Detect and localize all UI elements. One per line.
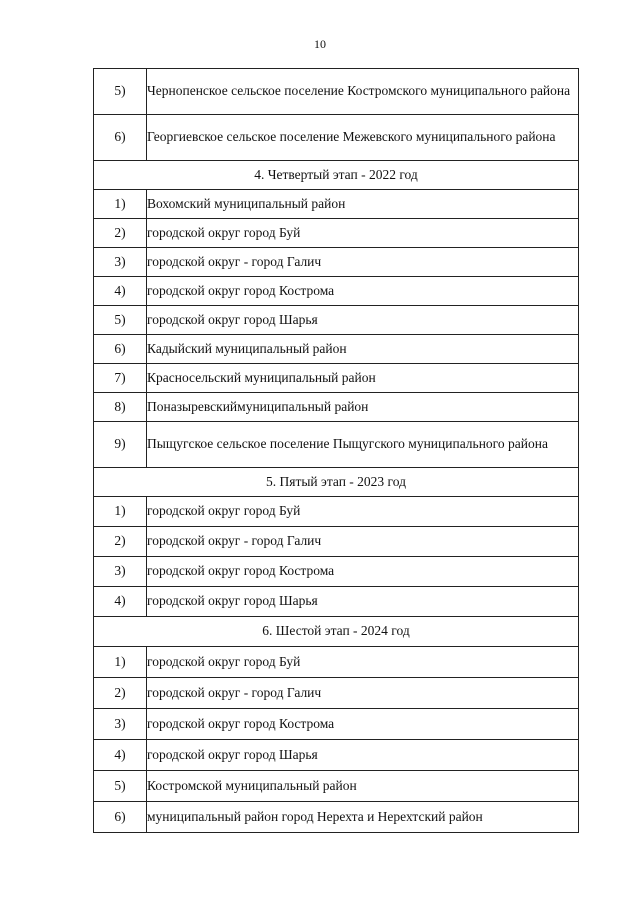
row-number: 4): [94, 740, 147, 771]
row-text: городской округ город Шарья: [147, 587, 579, 617]
table-row: [94, 364, 579, 393]
table-row: [94, 248, 579, 277]
stage-header-row: [94, 617, 579, 647]
row-number: 3): [94, 709, 147, 740]
row-text: городской округ город Буй: [147, 647, 579, 678]
stage-title: 4. Четвертый этап - 2022 год: [94, 161, 579, 190]
table-row: [94, 587, 579, 617]
row-number: 6): [94, 335, 147, 364]
table-row: [94, 678, 579, 709]
table-row: [94, 277, 579, 306]
row-number: 7): [94, 364, 147, 393]
row-number: 2): [94, 219, 147, 248]
row-text: городской округ город Буй: [147, 219, 579, 248]
table-row: [94, 69, 579, 115]
table-row: [94, 709, 579, 740]
table-row: [94, 647, 579, 678]
row-number: 1): [94, 497, 147, 527]
row-text: Поназыревскиймуниципальный район: [147, 393, 579, 422]
stage-header-row: [94, 161, 579, 190]
municipalities-table: [93, 68, 579, 833]
row-text: Георгиевское сельское поселение Межевского муниципального района: [147, 115, 579, 161]
row-text: городской округ город Кострома: [147, 709, 579, 740]
row-number: 2): [94, 678, 147, 709]
row-text: Вохомский муниципальный район: [147, 190, 579, 219]
row-text: Кадыйский муниципальный район: [147, 335, 579, 364]
table-row: [94, 802, 579, 833]
row-text: Чернопенское сельское поселение Костромского муниципального района: [147, 69, 579, 115]
row-number: 3): [94, 557, 147, 587]
row-text: городской округ город Кострома: [147, 557, 579, 587]
table-row: [94, 740, 579, 771]
page-number: 10: [314, 37, 326, 51]
row-number: 8): [94, 393, 147, 422]
table-row: [94, 335, 579, 364]
table-row: [94, 497, 579, 527]
row-number: 5): [94, 771, 147, 802]
row-text: городской округ город Шарья: [147, 740, 579, 771]
table-row: [94, 115, 579, 161]
table-row: [94, 422, 579, 468]
table-row: [94, 527, 579, 557]
row-text: городской округ город Шарья: [147, 306, 579, 335]
row-text: Красносельский муниципальный район: [147, 364, 579, 393]
row-number: 9): [94, 422, 147, 468]
row-number: 5): [94, 69, 147, 115]
row-number: 1): [94, 190, 147, 219]
stage-title: 5. Пятый этап - 2023 год: [94, 468, 579, 497]
row-text: городской округ - город Галич: [147, 527, 579, 557]
row-text: городской округ город Буй: [147, 497, 579, 527]
stage-header-row: [94, 468, 579, 497]
row-number: 4): [94, 587, 147, 617]
row-text: Пыщугское сельское поселение Пыщугского муниципального района: [147, 422, 579, 468]
row-text: городской округ - город Галич: [147, 248, 579, 277]
row-text: городской округ город Кострома: [147, 277, 579, 306]
table-row: [94, 557, 579, 587]
row-number: 5): [94, 306, 147, 335]
table-row: [94, 771, 579, 802]
table-row: [94, 219, 579, 248]
row-number: 6): [94, 802, 147, 833]
table-row: [94, 306, 579, 335]
row-text: городской округ - город Галич: [147, 678, 579, 709]
row-text: Костромской муниципальный район: [147, 771, 579, 802]
table-row: [94, 190, 579, 219]
table-row: [94, 393, 579, 422]
row-text: муниципальный район город Нерехта и Нерехтский район: [147, 802, 579, 833]
row-number: 3): [94, 248, 147, 277]
row-number: 1): [94, 647, 147, 678]
stage-title: 6. Шестой этап - 2024 год: [94, 617, 579, 647]
row-number: 2): [94, 527, 147, 557]
row-number: 6): [94, 115, 147, 161]
row-number: 4): [94, 277, 147, 306]
